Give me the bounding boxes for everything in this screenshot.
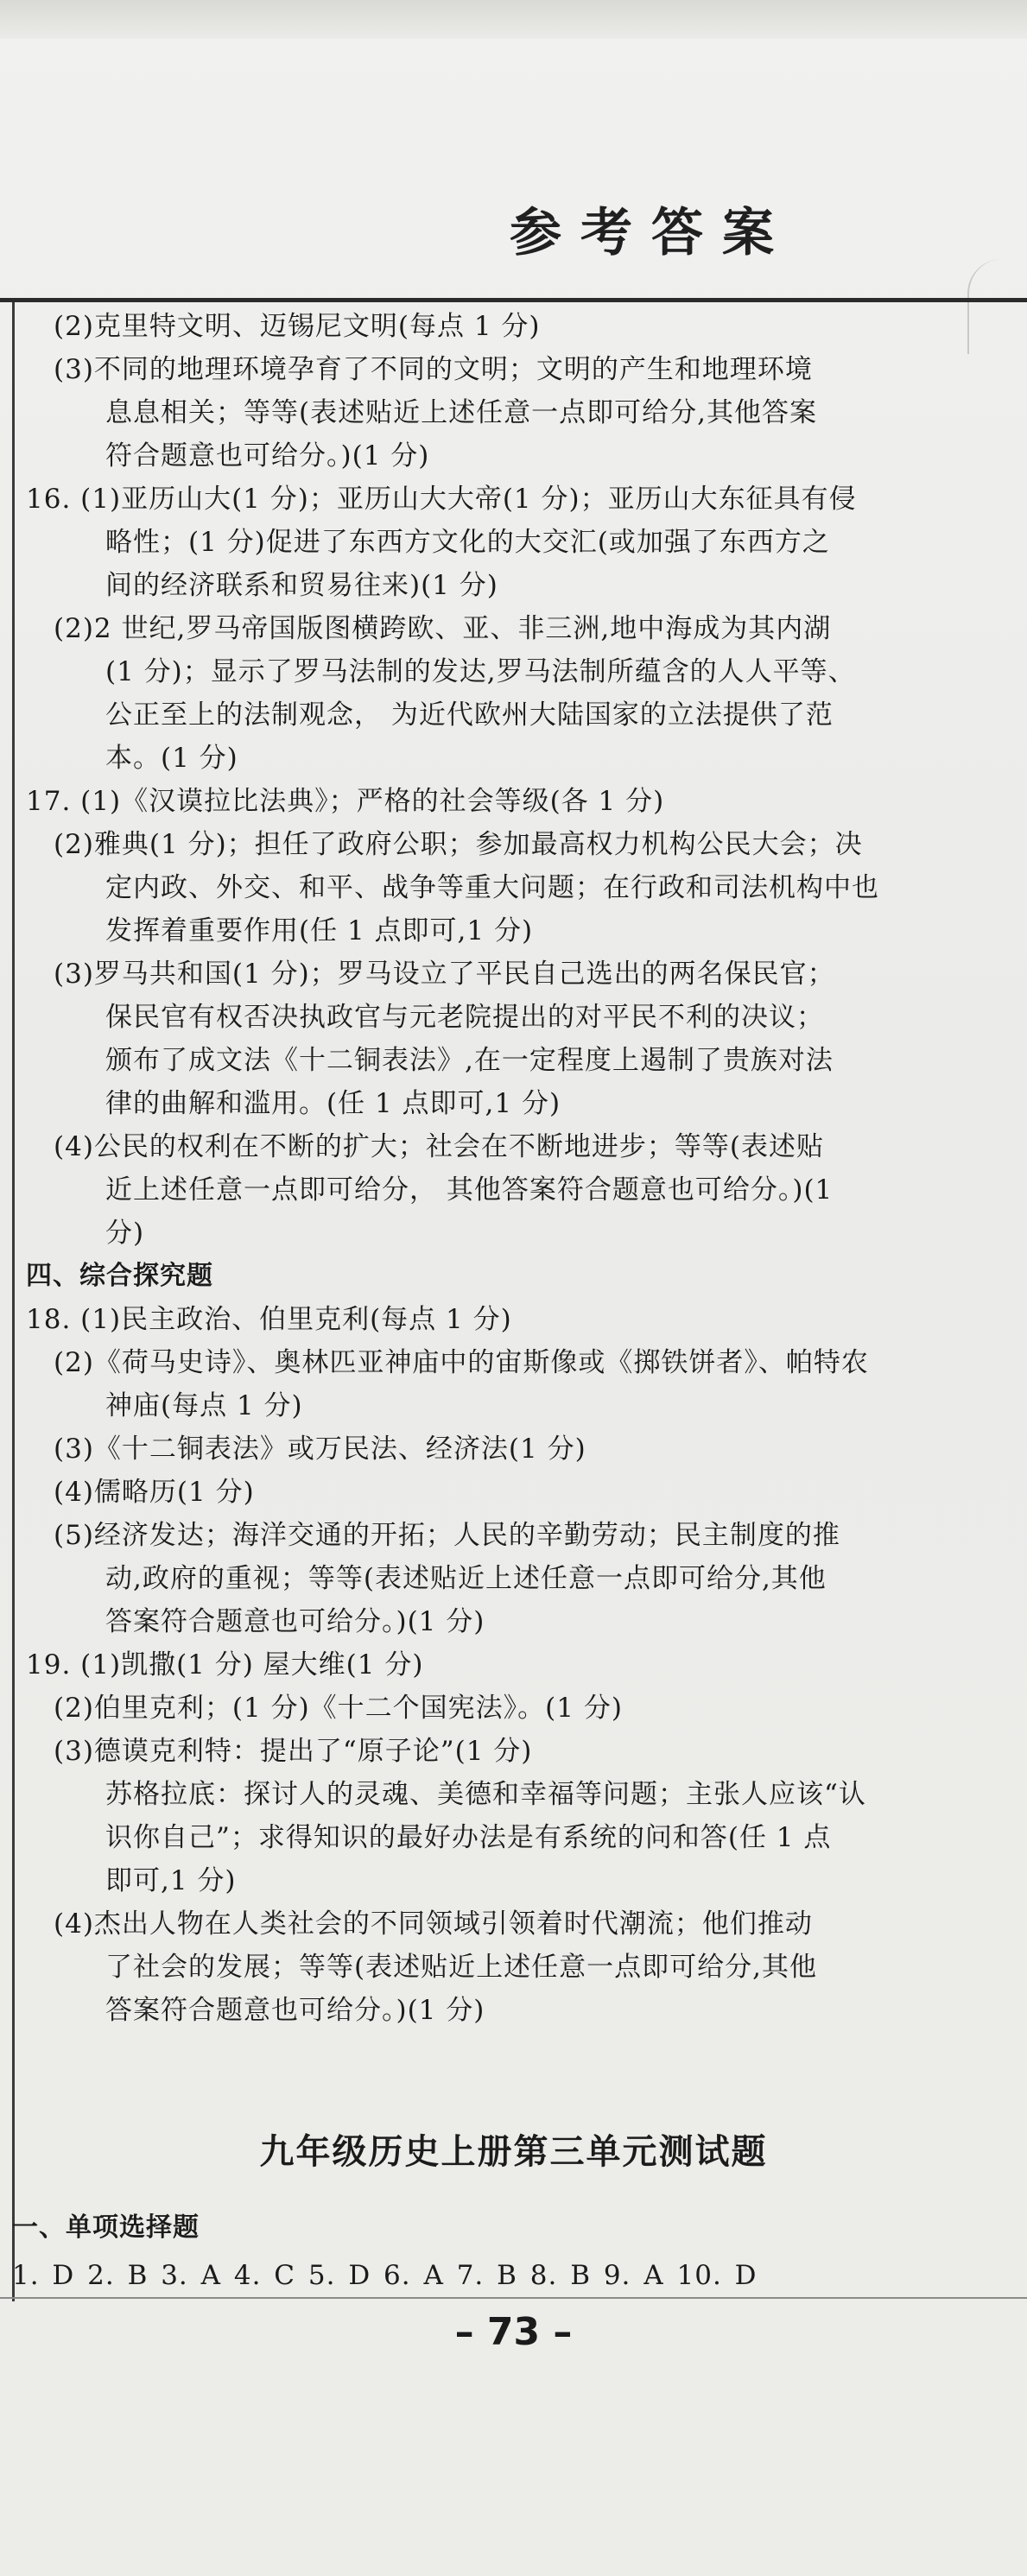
answer-line: 分)	[105, 1218, 145, 1249]
page-title: 参考答案	[510, 203, 793, 263]
answer-line: 间的经济联系和贸易往来)(1 分)	[105, 570, 498, 601]
answer-line: 神庙(每点 1 分)	[105, 1390, 303, 1421]
margin-line	[12, 302, 15, 2301]
choice-answers: 1. D 2. B 3. A 4. C 5. D 6. A 7. B 8. B 9. A 10. D	[12, 2260, 758, 2291]
unit-test-title: 九年级历史上册第三单元测试题	[259, 2132, 768, 2172]
answer-line: 即可,1 分)	[105, 1865, 237, 1896]
answer-line: (2)雅典(1 分)；担任了政府公职；参加最高权力机构公民大会；决	[54, 829, 863, 860]
answer-line: 近上述任意一点即可给分， 其他答案符合题意也可给分。)(1	[105, 1174, 834, 1206]
answer-line: 本。(1 分)	[105, 743, 238, 774]
page-number: – 73 –	[454, 2310, 573, 2354]
section-heading: 四、综合探究题	[26, 1261, 213, 1291]
answer-line: 识你自己”；求得知识的最好办法是有系统的问和答(任 1 点	[105, 1822, 832, 1853]
answer-line: 颁布了成文法《十二铜表法》,在一定程度上遏制了贵族对法	[105, 1045, 834, 1076]
answer-line: 了社会的发展；等等(表述贴近上述任意一点即可给分,其他	[105, 1952, 817, 1983]
answer-line: 略性；(1 分)促进了东西方文化的大交汇(或加强了东西方之	[105, 527, 830, 558]
answer-line: (4)公民的权利在不断的扩大；社会在不断地进步；等等(表述贴	[54, 1131, 825, 1162]
answer-line: (1 分)；显示了罗马法制的发达,罗马法制所蕴含的人人平等、	[105, 656, 856, 687]
scan-shadow	[0, 0, 1027, 39]
header-divider	[0, 298, 1027, 302]
answer-line: 律的曲解和滥用。(任 1 点即可,1 分)	[105, 1088, 561, 1119]
answer-line: 息息相关；等等(表述贴近上述任意一点即可给分,其他答案	[105, 397, 817, 428]
answer-line: (3)《十二铜表法》或万民法、经济法(1 分)	[54, 1434, 586, 1465]
footer-divider	[0, 2297, 1027, 2299]
answer-line: (3)不同的地理环境孕育了不同的文明；文明的产生和地理环境	[54, 354, 813, 385]
answer-line: 苏格拉底：探讨人的灵魂、美德和幸福等问题；主张人应该“认	[105, 1779, 866, 1810]
answer-line: 答案符合题意也可给分。)(1 分)	[105, 1606, 485, 1637]
answer-line: 18. (1)民主政治、伯里克利(每点 1 分)	[26, 1304, 512, 1335]
answer-line: 19. (1)凯撒(1 分) 屋大维(1 分)	[26, 1649, 424, 1680]
answer-line: 定内政、外交、和平、战争等重大问题；在行政和司法机构中也	[105, 872, 879, 903]
answer-line: 保民官有权否决执政官与元老院提出的对平民不利的决议；	[105, 1002, 824, 1033]
answer-line: (2)2 世纪,罗马帝国版图横跨欧、亚、非三洲,地中海成为其内湖	[54, 613, 832, 644]
page-edge-tab	[967, 259, 1027, 354]
answer-line: (2)伯里克利；(1 分)《十二个国宪法》。(1 分)	[54, 1693, 623, 1724]
answer-line: 答案符合题意也可给分。)(1 分)	[105, 1995, 485, 2026]
answer-line: 动,政府的重视；等等(表述贴近上述任意一点即可给分,其他	[105, 1563, 827, 1594]
answer-line: (4)儒略历(1 分)	[54, 1477, 255, 1508]
answer-line: (5)经济发达；海洋交通的开拓；人民的辛勤劳动；民主制度的推	[54, 1520, 840, 1551]
answer-line: 17. (1)《汉谟拉比法典》；严格的社会等级(各 1 分)	[26, 786, 665, 817]
section-heading: 一、单项选择题	[12, 2212, 200, 2243]
answer-line: (3)德谟克利特：提出了“原子论”(1 分)	[54, 1736, 533, 1767]
answer-line: (3)罗马共和国(1 分)；罗马设立了平民自己选出的两名保民官；	[54, 959, 835, 990]
answer-line: (2)《荷马史诗》、奥林匹亚神庙中的宙斯像或《掷铁饼者》、帕特农	[54, 1347, 869, 1378]
answer-line: 公正至上的法制观念， 为近代欧州大陆国家的立法提供了范	[105, 699, 834, 731]
answer-line: 16. (1)亚历山大(1 分)；亚历山大大帝(1 分)；亚历山大东征具有侵	[26, 484, 857, 515]
answer-line: (4)杰出人物在人类社会的不同领域引领着时代潮流；他们推动	[54, 1908, 813, 1940]
answer-line: 符合题意也可给分。)(1 分)	[105, 440, 430, 472]
answer-line: (2)克里特文明、迈锡尼文明(每点 1 分)	[54, 311, 541, 342]
answer-line: 发挥着重要作用(任 1 点即可,1 分)	[105, 915, 534, 946]
